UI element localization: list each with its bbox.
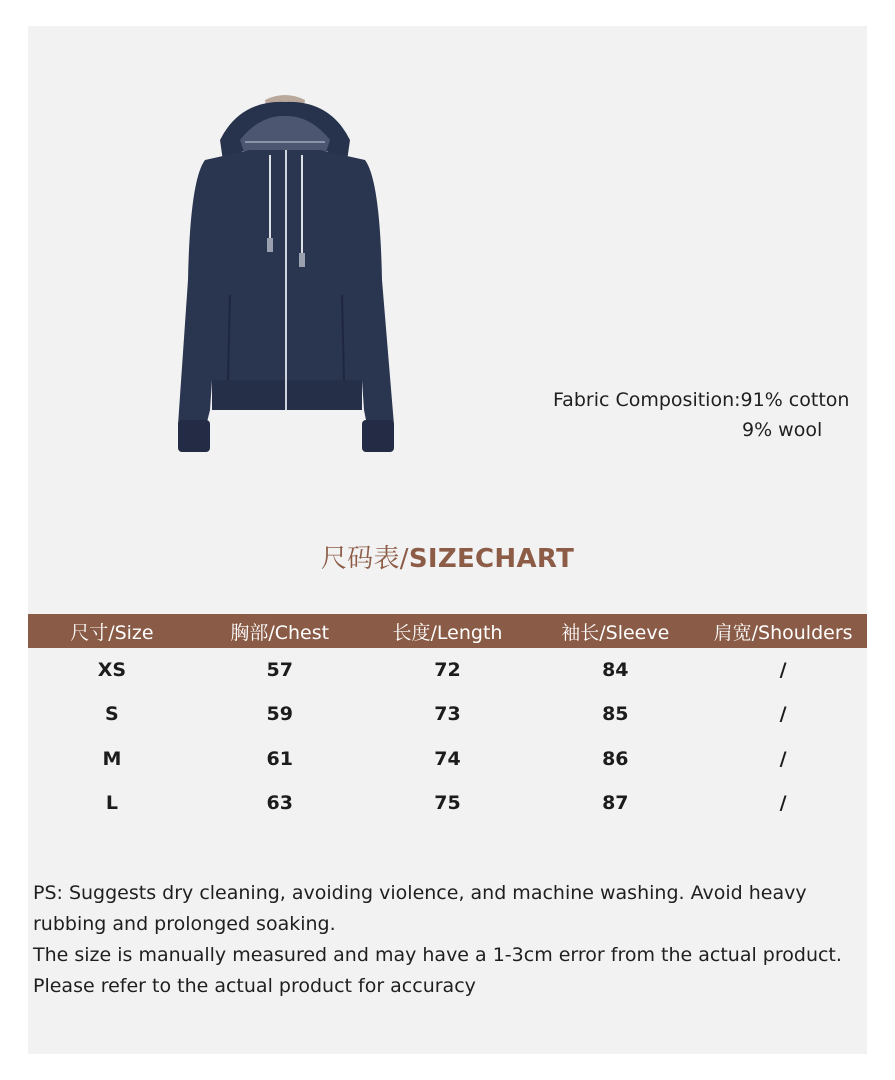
cell-length: 72 (434, 659, 461, 681)
size-chart-title-en: SIZECHART (408, 544, 575, 574)
header-chest: 胸部/Chest (230, 621, 330, 644)
fabric-composition (553, 385, 853, 445)
care-note-2: The size is manually measured and may have a 1-3cm error from the actual product. (33, 944, 842, 966)
size-table-header (28, 614, 867, 648)
cell-length: 73 (434, 703, 461, 725)
cell-size: L (105, 792, 118, 814)
table-row (28, 699, 867, 729)
cell-sleeve: 85 (602, 703, 629, 725)
cell-shoulders: / (779, 703, 787, 725)
cell-shoulders: / (779, 659, 787, 681)
cell-size: XS (97, 659, 127, 681)
cell-size: M (102, 748, 122, 770)
fabric-line-1: Fabric Composition:91% cotton (553, 389, 850, 411)
table-row (28, 744, 867, 774)
header-sleeve: 袖长/Sleeve (561, 621, 670, 644)
cell-shoulders: / (779, 792, 787, 814)
cell-chest: 63 (266, 792, 293, 814)
care-note-3: Please refer to the actual product for accuracy (33, 975, 476, 997)
cell-sleeve: 84 (602, 659, 629, 681)
header-shoulders: 肩宽/Shoulders (713, 621, 853, 644)
fabric-line-2: 9% wool (742, 419, 823, 441)
header-length: 长度/Length (392, 621, 503, 644)
cell-chest: 61 (266, 748, 293, 770)
care-note-1: PS: Suggests dry cleaning, avoiding violence, and machine washing. Avoid heavy rubbing and prolonged soaking. (33, 882, 807, 935)
cell-sleeve: 86 (602, 748, 629, 770)
cell-chest: 57 (266, 659, 293, 681)
size-chart-title-cn: 尺码表/ (320, 544, 409, 574)
cell-size: S (105, 703, 119, 725)
cell-chest: 59 (266, 703, 293, 725)
header-size: 尺寸/Size (70, 621, 154, 644)
product-image-hoodie (150, 80, 420, 470)
cell-length: 75 (434, 792, 461, 814)
cell-length: 74 (434, 748, 461, 770)
care-notes (33, 878, 863, 1002)
size-chart-title (0, 538, 895, 575)
table-row (28, 788, 867, 818)
table-row (28, 655, 867, 685)
cell-shoulders: / (779, 748, 787, 770)
cell-sleeve: 87 (602, 792, 629, 814)
